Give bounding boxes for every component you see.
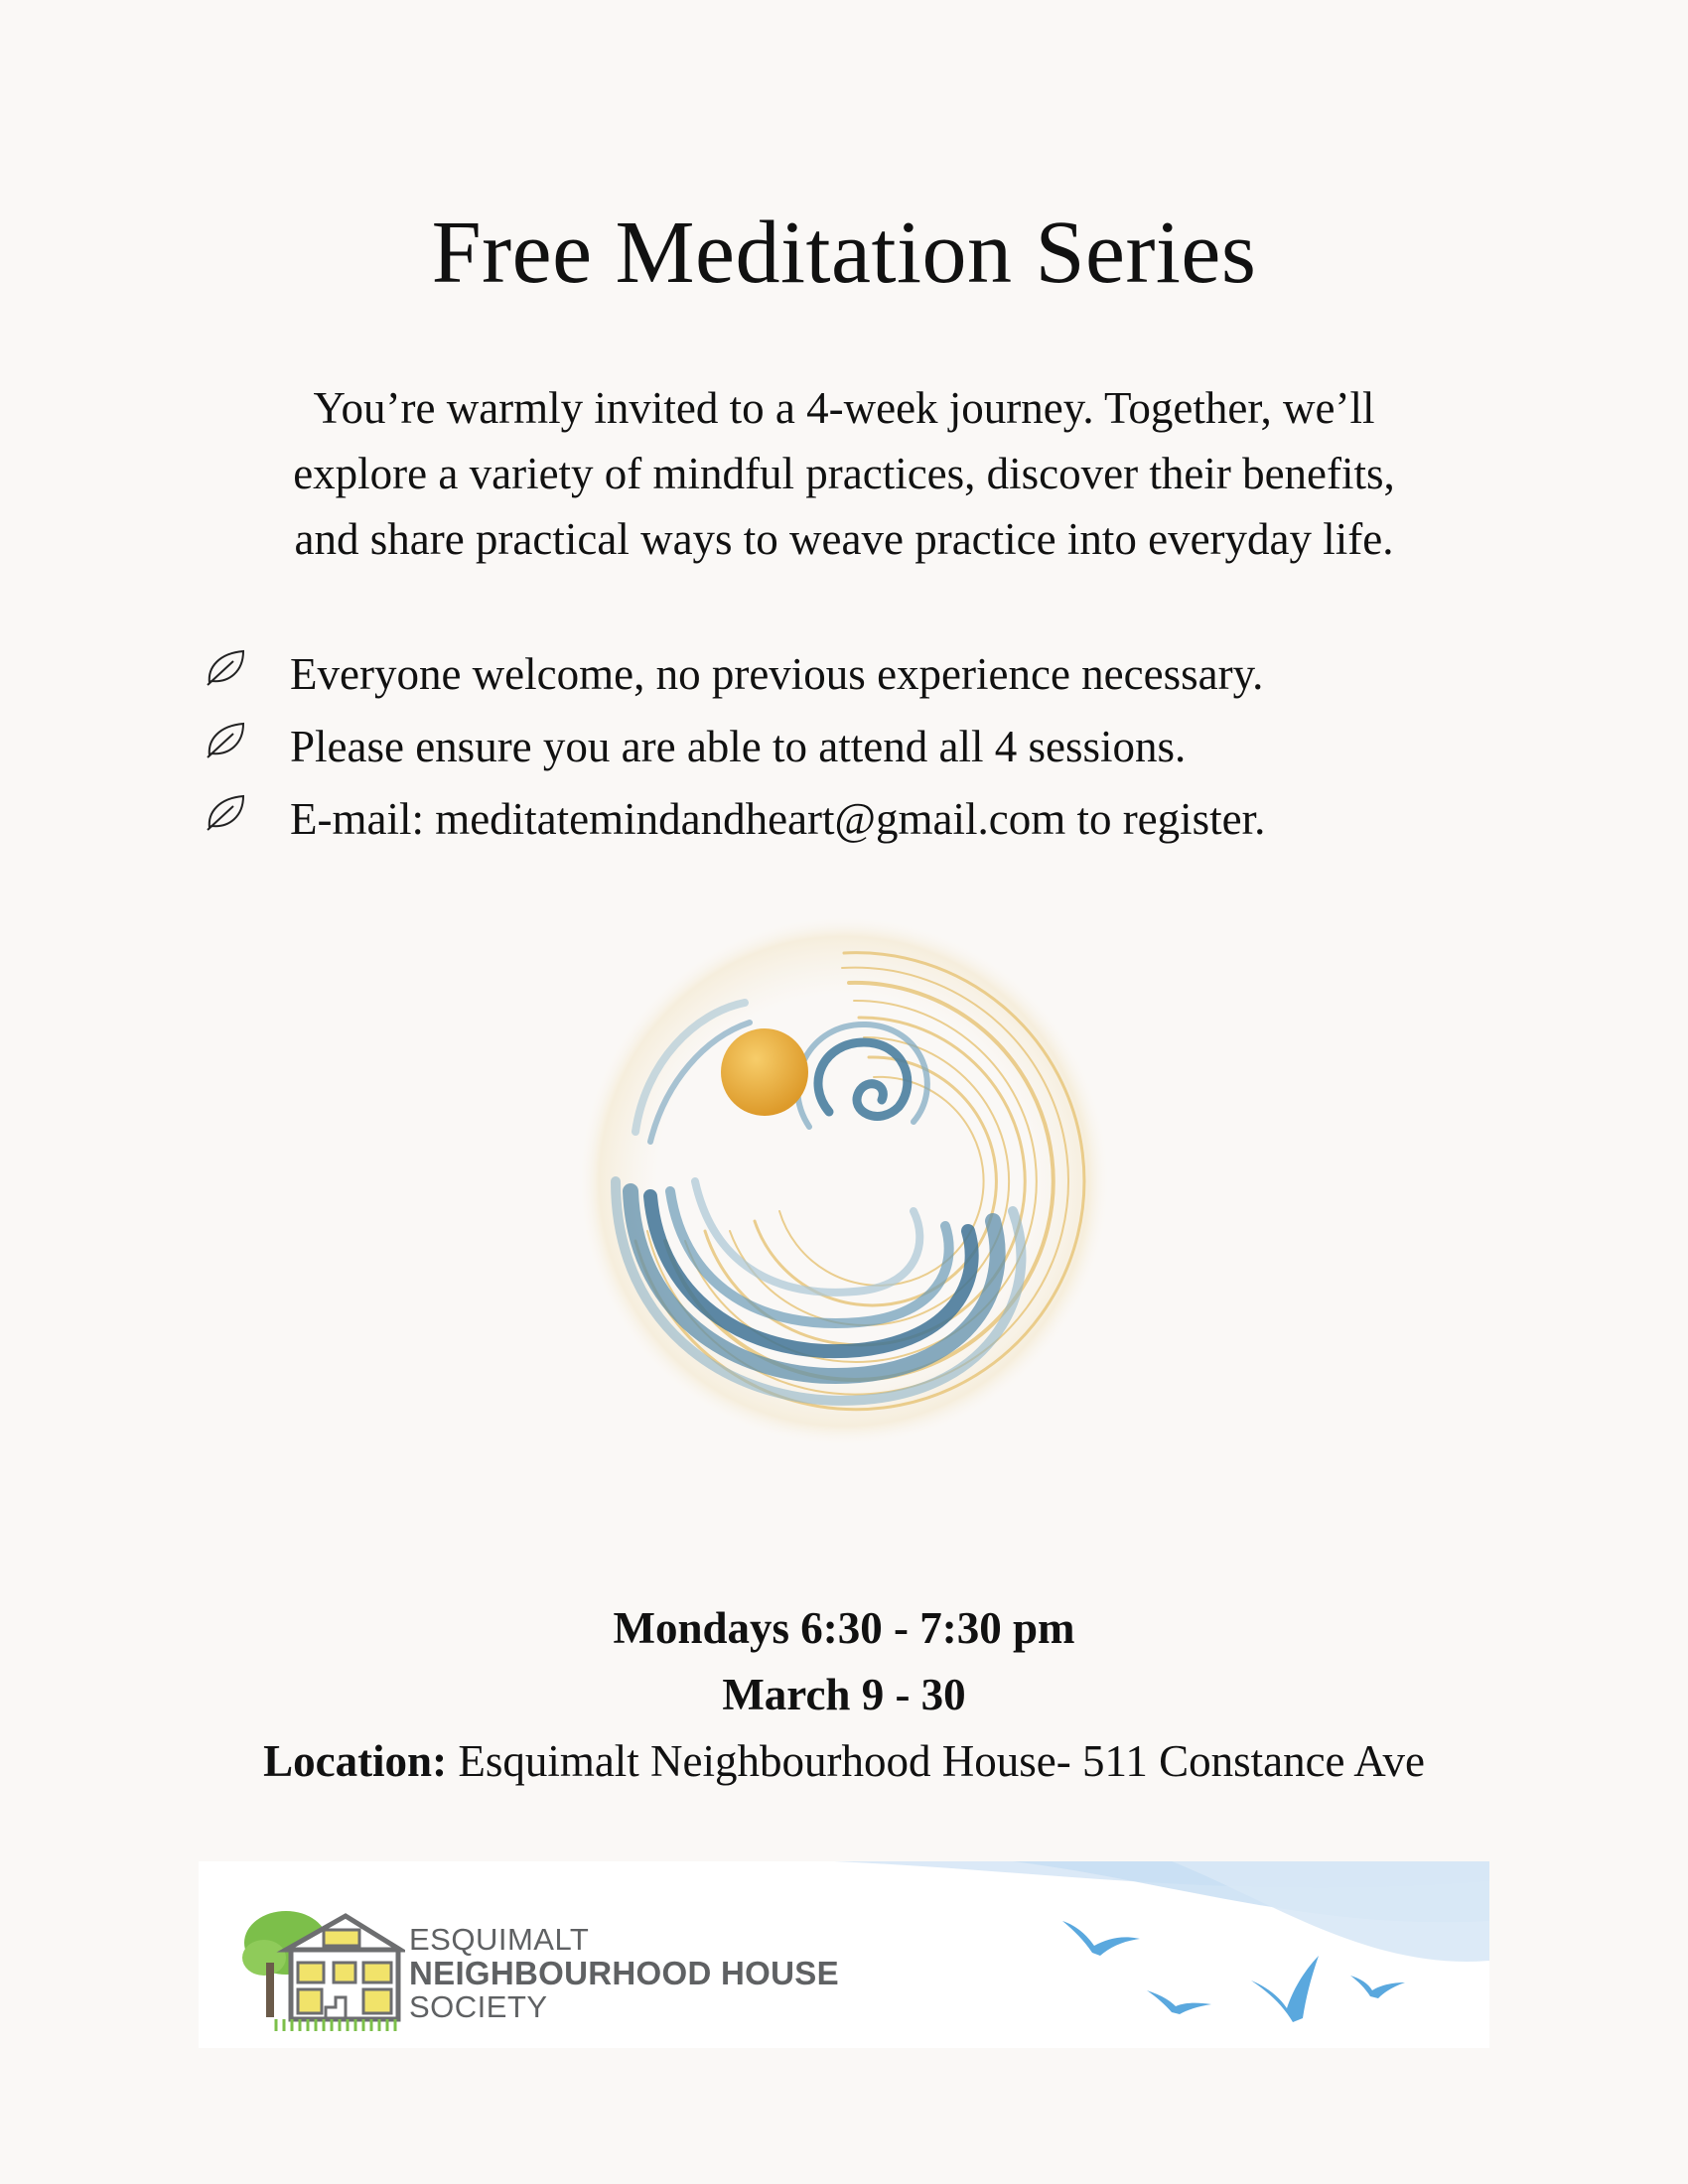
leaf-icon [204, 718, 247, 761]
intro-line: and share practical ways to weave practice into everyday life. [294, 514, 1394, 564]
swirl-sun-wave-illustration [576, 913, 1112, 1449]
house-tree-icon [236, 1908, 405, 2032]
organization-logo-text [409, 1923, 839, 2024]
location-value: Esquimalt Neighbourhood House- 511 Constance Ave [458, 1736, 1425, 1786]
schedule-location [0, 1728, 1688, 1795]
bullet-item [204, 718, 1494, 790]
location-label: Location: [263, 1736, 448, 1786]
page-title: Free Meditation Series [431, 204, 1257, 302]
intro-paragraph [149, 375, 1539, 572]
intro-line: You’re warmly invited to a 4-week journey. Together, we’ll [313, 383, 1375, 433]
bullet-text: E-mail: meditatemindandheart@gmail.com to register. [290, 794, 1266, 844]
leaf-icon [204, 645, 247, 689]
logo-line-2: NEIGHBOURHOOD HOUSE [409, 1955, 839, 1991]
logo-line-3: SOCIETY [409, 1989, 548, 2024]
schedule-block [0, 1595, 1688, 1795]
schedule-dates: March 9 - 30 [722, 1670, 966, 1719]
logo-line-1: ESQUIMALT [409, 1922, 590, 1957]
bullet-item [204, 645, 1494, 718]
bullet-text: Everyone welcome, no previous experience necessary. [290, 649, 1264, 699]
footer-banner [199, 1861, 1489, 2048]
schedule-time: Mondays 6:30 - 7:30 pm [613, 1603, 1075, 1653]
info-bullet-list [204, 645, 1494, 863]
bullet-text: Please ensure you are able to attend all 4 sessions. [290, 722, 1187, 771]
leaf-icon [204, 790, 247, 834]
bullet-item [204, 790, 1494, 863]
intro-line: explore a variety of mindful practices, discover their benefits, [293, 449, 1395, 498]
flying-birds-icon [1053, 1901, 1489, 2040]
